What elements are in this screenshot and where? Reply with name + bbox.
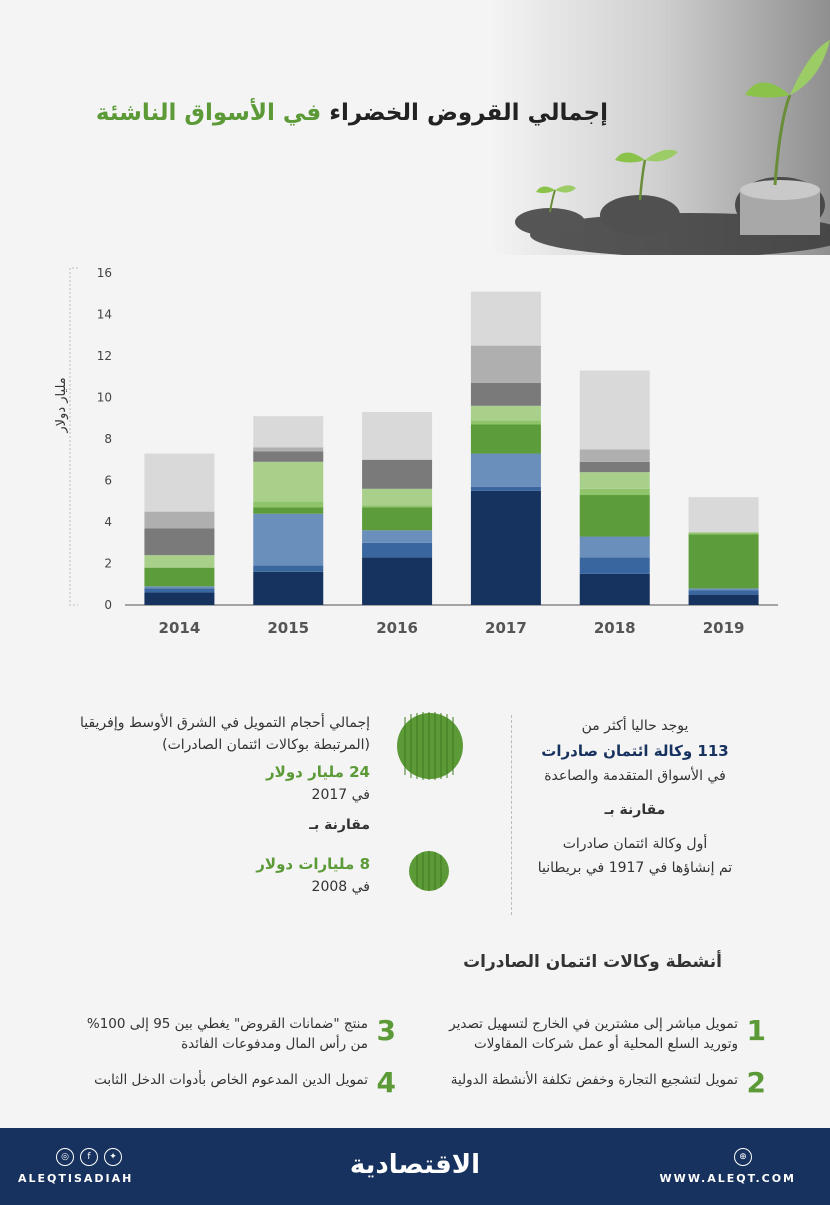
bar-segment <box>580 489 650 495</box>
bar-segment <box>689 534 759 588</box>
activity-4-line1: تمويل الدين المدعوم الخاص بأدوات الدخل الثابت <box>94 1072 368 1088</box>
bar-segment <box>362 557 432 605</box>
bar-segment <box>689 590 759 594</box>
bar-segment <box>253 514 323 566</box>
page-title <box>96 100 608 126</box>
bar-segment <box>362 460 432 489</box>
title-part2: في الأسواق الناشئة <box>95 100 322 126</box>
bar-segment <box>144 588 214 592</box>
y-tick-label: 10 <box>96 390 112 405</box>
y-tick-label: 14 <box>96 307 112 322</box>
agency-count-block <box>510 718 760 876</box>
bar-segment <box>144 528 214 555</box>
x-tick-label: 2014 <box>158 619 201 637</box>
bar-segment <box>362 543 432 558</box>
activity-item-2 <box>408 1070 738 1090</box>
bar-segment <box>471 487 541 491</box>
bar-segment <box>580 495 650 537</box>
activity-item-3 <box>28 1014 368 1054</box>
bar-segment <box>253 447 323 451</box>
bar-segment <box>144 555 214 567</box>
bar-segment <box>144 593 214 605</box>
bar-segment <box>253 462 323 501</box>
x-tick-label: 2019 <box>702 619 745 637</box>
funding-compare: مقارنة بـ <box>309 817 370 833</box>
agency-line1: يوجد حاليا أكثر من <box>581 718 689 734</box>
bar-segment <box>253 572 323 605</box>
bar-segment <box>580 371 650 450</box>
bar-segment <box>689 532 759 534</box>
twitter-icon[interactable]: ✦ <box>104 1148 122 1166</box>
bar-segment <box>144 568 214 587</box>
activity-item-1 <box>408 1014 738 1054</box>
bar-segment <box>253 451 323 461</box>
footer-handle[interactable]: ALEQTISADIAH <box>18 1172 134 1185</box>
bar-segment <box>144 454 214 512</box>
x-tick-label: 2016 <box>376 619 418 637</box>
bar-segment <box>580 472 650 489</box>
bar-segment <box>362 507 432 530</box>
bar-segment <box>689 595 759 605</box>
x-axis-labels <box>159 619 745 637</box>
bar-segment <box>471 420 541 424</box>
plants-coins-illustration <box>490 0 830 255</box>
bar-segment <box>253 507 323 513</box>
bar-segment <box>580 537 650 558</box>
bar-segment <box>144 512 214 529</box>
bar-segment <box>580 557 650 574</box>
funding-year-2017: في 2017 <box>311 787 370 803</box>
bar-segment <box>580 462 650 472</box>
agency-line5: تم إنشاؤها في 1917 في بريطانيا <box>537 860 733 876</box>
y-tick-label: 2 <box>104 556 112 571</box>
bar-segment <box>471 406 541 421</box>
bar-segment <box>362 412 432 460</box>
axis-bracket <box>70 268 78 605</box>
y-tick-label: 8 <box>104 432 112 446</box>
stacked-bar-chart <box>0 255 830 655</box>
big-green-circle <box>395 711 465 781</box>
activity-number-2: 2 <box>746 1066 766 1099</box>
bar-segment <box>362 530 432 542</box>
y-tick-label: 16 <box>96 266 112 280</box>
instagram-icon[interactable]: ◎ <box>56 1148 74 1166</box>
bars <box>144 292 758 605</box>
bar-segment <box>580 574 650 605</box>
facebook-icon[interactable]: f <box>80 1148 98 1166</box>
activity-2-line1: تمويل لتشجيع التجارة وخفض تكلفة الأنشطة الدولية <box>450 1072 738 1088</box>
bar-segment <box>362 505 432 507</box>
bar-segment <box>471 424 541 453</box>
funding-year-2008: في 2008 <box>311 879 370 895</box>
brand-logo: الاقتصادية <box>349 1150 481 1180</box>
agency-highlight: 113 وكالة ائتمان صادرات <box>541 742 729 760</box>
bar-segment <box>471 346 541 383</box>
small-green-circle <box>408 850 450 892</box>
title-part1: إجمالي القروض الخضراء <box>329 100 608 126</box>
bar-segment <box>362 489 432 506</box>
funding-line2: (المرتبطة بوكالات ائتمان الصادرات) <box>162 737 370 753</box>
x-tick-label: 2018 <box>593 619 636 637</box>
activity-1-line2: وتوريد السلع المحلية أو عمل شركات المقاولات <box>474 1036 738 1052</box>
funding-line1: إجمالي أحجام التمويل في الشرق الأوسط وإفريقيا <box>79 715 370 731</box>
header <box>0 0 830 255</box>
x-tick-label: 2017 <box>485 619 527 637</box>
agency-line3: في الأسواق المتقدمة والصاعدة <box>544 768 726 784</box>
funding-block <box>50 715 370 895</box>
y-axis-label: مليار دولار <box>54 377 69 433</box>
bar-segment <box>689 497 759 532</box>
activities-title: أنشطة وكالات ائتمان الصادرات <box>463 952 722 972</box>
activity-number-4: 4 <box>376 1066 396 1099</box>
bar-segment <box>253 566 323 572</box>
footer <box>0 1128 830 1205</box>
bar-segment <box>253 501 323 507</box>
bar-segment <box>471 491 541 605</box>
bar-segment <box>471 383 541 406</box>
activity-item-4 <box>28 1070 368 1090</box>
activity-1-line1: تمويل مباشر إلى مشترين في الخارج لتسهيل تصدير <box>449 1016 738 1032</box>
bar-segment <box>144 586 214 588</box>
funding-value-2008: 8 مليارات دولار <box>256 855 370 873</box>
bar-segment <box>471 292 541 346</box>
y-tick-label: 4 <box>104 515 112 529</box>
agency-line4: أول وكالة ائتمان صادرات <box>562 836 708 852</box>
x-tick-label: 2015 <box>267 619 310 637</box>
activity-3-line1: منتج "ضمانات القروض" يغطي بين 95 إلى 100% <box>86 1016 368 1032</box>
bar-segment <box>471 454 541 487</box>
y-tick-label: 0 <box>104 598 112 612</box>
activity-number-3: 3 <box>376 1014 396 1047</box>
bar-segment <box>253 416 323 447</box>
activity-3-line2: من رأس المال ومدفوعات الفائدة <box>181 1036 368 1052</box>
footer-url[interactable]: WWW.ALEQT.COM <box>659 1172 796 1185</box>
y-tick-label: 12 <box>96 349 112 363</box>
agency-compare: مقارنة بـ <box>604 802 666 818</box>
y-tick-label: 6 <box>104 473 112 488</box>
web-icon[interactable]: ⊕ <box>734 1148 752 1166</box>
bar-segment <box>580 449 650 461</box>
funding-value-2017: 24 مليار دولار <box>266 763 370 781</box>
activity-number-1: 1 <box>746 1014 766 1047</box>
bar-segment <box>689 588 759 590</box>
